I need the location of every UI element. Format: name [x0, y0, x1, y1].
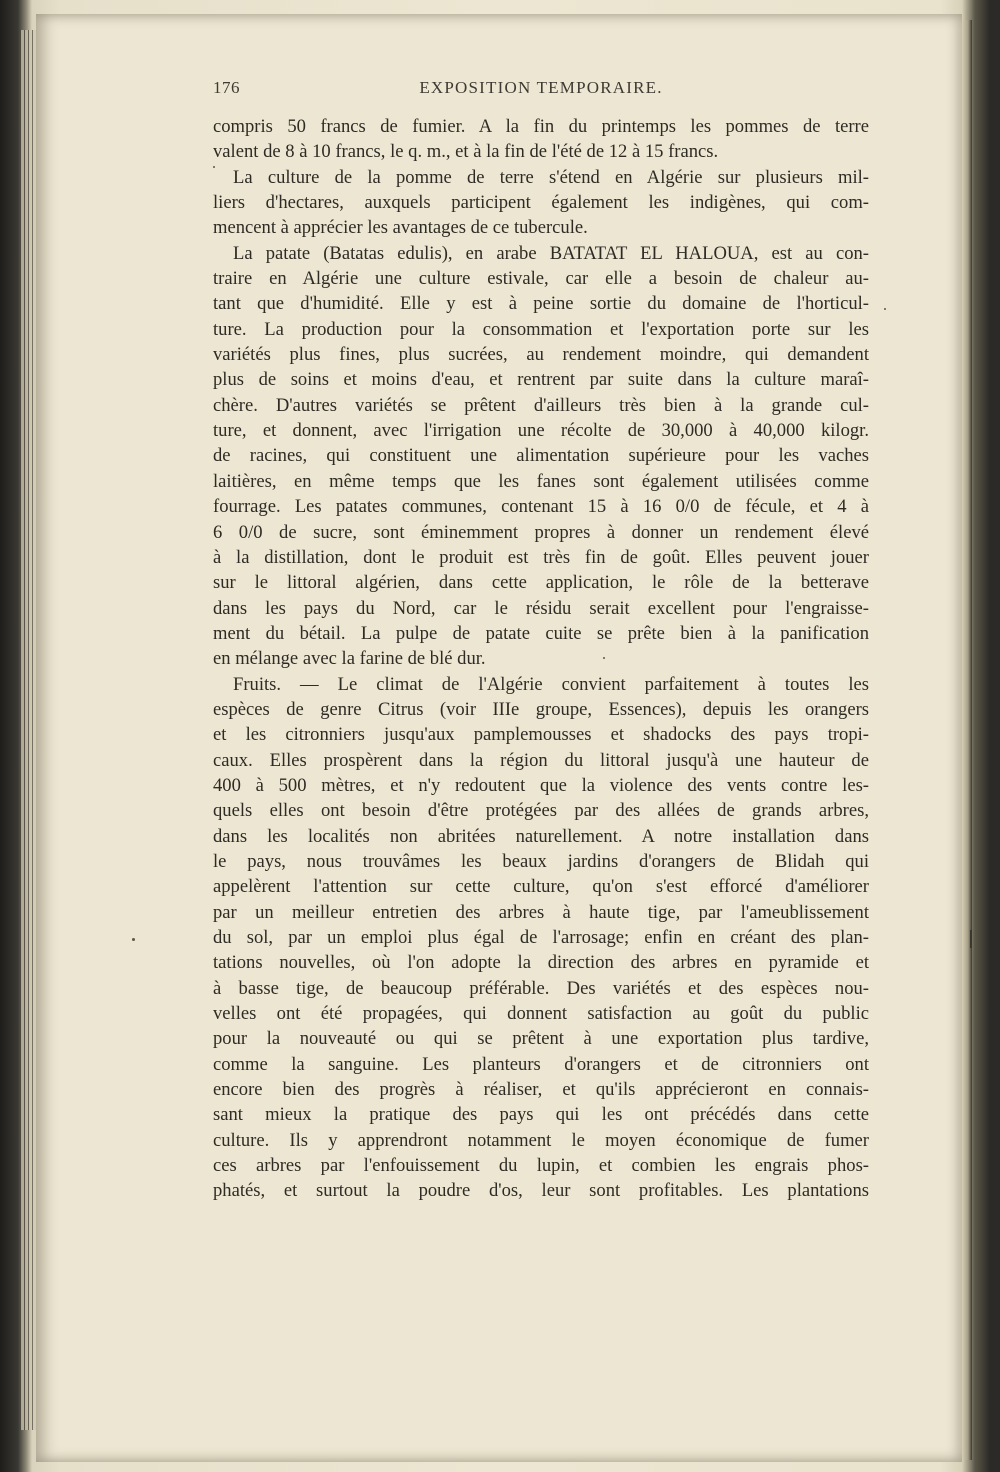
text-line: de racines, qui constituent une alimentation supérieure pour les vaches: [213, 445, 869, 467]
text-line: et les citronniers jusqu'aux pamplemousses et shadocks des pays tropi-: [213, 724, 869, 746]
text-line: sur le littoral algérien, dans cette application, le rôle de la betterave: [213, 572, 869, 594]
text-line: à basse tige, de beaucoup préférable. Des variétés et des espèces nou-: [213, 977, 869, 999]
running-head: [213, 78, 869, 102]
text-line: dans les pays du Nord, car le résidu serait excellent pour l'engraisse-: [213, 597, 869, 619]
margin-mark: [970, 930, 972, 948]
text-line: phatés, et surtout la poudre d'os, leur sont profitables. Les plantations: [213, 1180, 869, 1202]
text-line: liers d'hectares, auxquels participent également les indigènes, qui com-: [213, 192, 869, 214]
text-line: ture. La production pour la consommation et l'exportation porte sur les: [213, 318, 869, 340]
ink-speck: [132, 938, 135, 941]
text-line: caux. Elles prospèrent dans la région du littoral jusqu'à une hauteur de: [213, 749, 869, 771]
paragraph-start-line: La culture de la pomme de terre s'étend en Algérie sur plusieurs mil-: [233, 166, 869, 188]
text-line: ture, et donnent, avec l'irrigation une récolte de 30,000 à 40,000 kilogr.: [213, 420, 869, 442]
ink-speck: [603, 657, 605, 659]
text-line: valent de 8 à 10 francs, le q. m., et à la fin de l'été de 12 à 15 francs.: [213, 141, 719, 163]
text-line: en mélange avec la farine de blé dur.: [213, 648, 486, 670]
text-line: velles ont été propagées, qui donnent satisfaction au goût du public: [213, 1003, 869, 1025]
text-line: compris 50 francs de fumier. A la fin du printemps les pommes de terre: [213, 116, 869, 137]
text-line: quels elles ont besoin d'être protégées par des allées de grands arbres,: [213, 800, 869, 822]
body-text: [213, 114, 869, 1204]
text-line: mencent à apprécier les avantages de ce tubercule.: [213, 217, 588, 239]
text-line: dans les localités non abritées naturellement. A notre installation dans: [213, 825, 869, 847]
paragraph-start-line: La patate (Batatas edulis), en arabe BATATAT EL HALOUA, est au con-: [233, 242, 869, 264]
book-gutter: [962, 20, 972, 1460]
ink-speck: [884, 308, 886, 310]
text-line: tations nouvelles, où l'on adopte la direction des arbres en pyramide et: [213, 952, 869, 974]
text-line: le pays, nous trouvâmes les beaux jardins d'orangers de Blidah qui: [213, 850, 869, 872]
text-line: tant que d'humidité. Elle y est à peine sortie du domaine de l'horticul-: [213, 293, 869, 315]
text-line: 6 0/0 de sucre, sont éminemment propres à donner un rendement élevé: [213, 521, 869, 543]
text-line: espèces de genre Citrus (voir IIIe groupe, Essences), depuis les orangers: [213, 698, 869, 720]
text-line: chère. D'autres variétés se prêtent d'ailleurs très bien à la grande cul-: [213, 394, 869, 416]
text-line: sant mieux la pratique des pays qui les ont précédés dans cette: [213, 1104, 869, 1126]
page-number: 176: [213, 78, 240, 97]
running-title: EXPOSITION TEMPORAIRE.: [419, 78, 663, 97]
text-line: plus de soins et moins d'eau, et rentrent par suite dans la culture maraî-: [213, 369, 869, 391]
text-line: fourrage. Les patates communes, contenant 15 à 16 0/0 de fécule, et 4 à: [213, 496, 869, 518]
text-line: culture. Ils y apprendront notamment le moyen économique de fumer: [213, 1129, 869, 1151]
text-line: appelèrent l'attention sur cette culture, qu'on s'est efforcé d'améliorer: [213, 876, 869, 898]
text-line: à la distillation, dont le produit est très fin de goût. Elles peuvent jouer: [213, 546, 869, 568]
paragraph-start-line: Fruits. — Le climat de l'Algérie convient parfaitement à toutes les: [233, 673, 869, 695]
text-line: laitières, en même temps que les fanes sont également utilisées comme: [213, 470, 869, 492]
text-line: encore bien des progrès à réaliser, et qu'ils apprécieront en connais-: [213, 1079, 869, 1101]
text-line: ment du bétail. La pulpe de patate cuite se prête bien à la panification: [213, 622, 869, 644]
text-line: variétés plus fines, plus sucrées, au rendement moindre, qui demandent: [213, 344, 869, 366]
text-line: traire en Algérie une culture estivale, car elle a besoin de chaleur au-: [213, 268, 869, 290]
text-line: par un meilleur entretien des arbres à haute tige, par l'ameublissement: [213, 901, 869, 923]
text-line: pour la nouveauté ou qui se prêtent à une exportation plus tardive,: [213, 1028, 869, 1050]
text-line: du sol, par un emploi plus égal de l'arrosage; enfin en créant des plan-: [213, 927, 869, 948]
ink-speck: [213, 166, 215, 168]
text-line: 400 à 500 mètres, et n'y redoutent que la violence des vents contre les-: [213, 774, 869, 796]
text-line: comme la sanguine. Les planteurs d'orangers et de citronniers ont: [213, 1053, 869, 1075]
text-line: ces arbres par l'enfouissement du lupin, et combien les engrais phos-: [213, 1155, 869, 1177]
